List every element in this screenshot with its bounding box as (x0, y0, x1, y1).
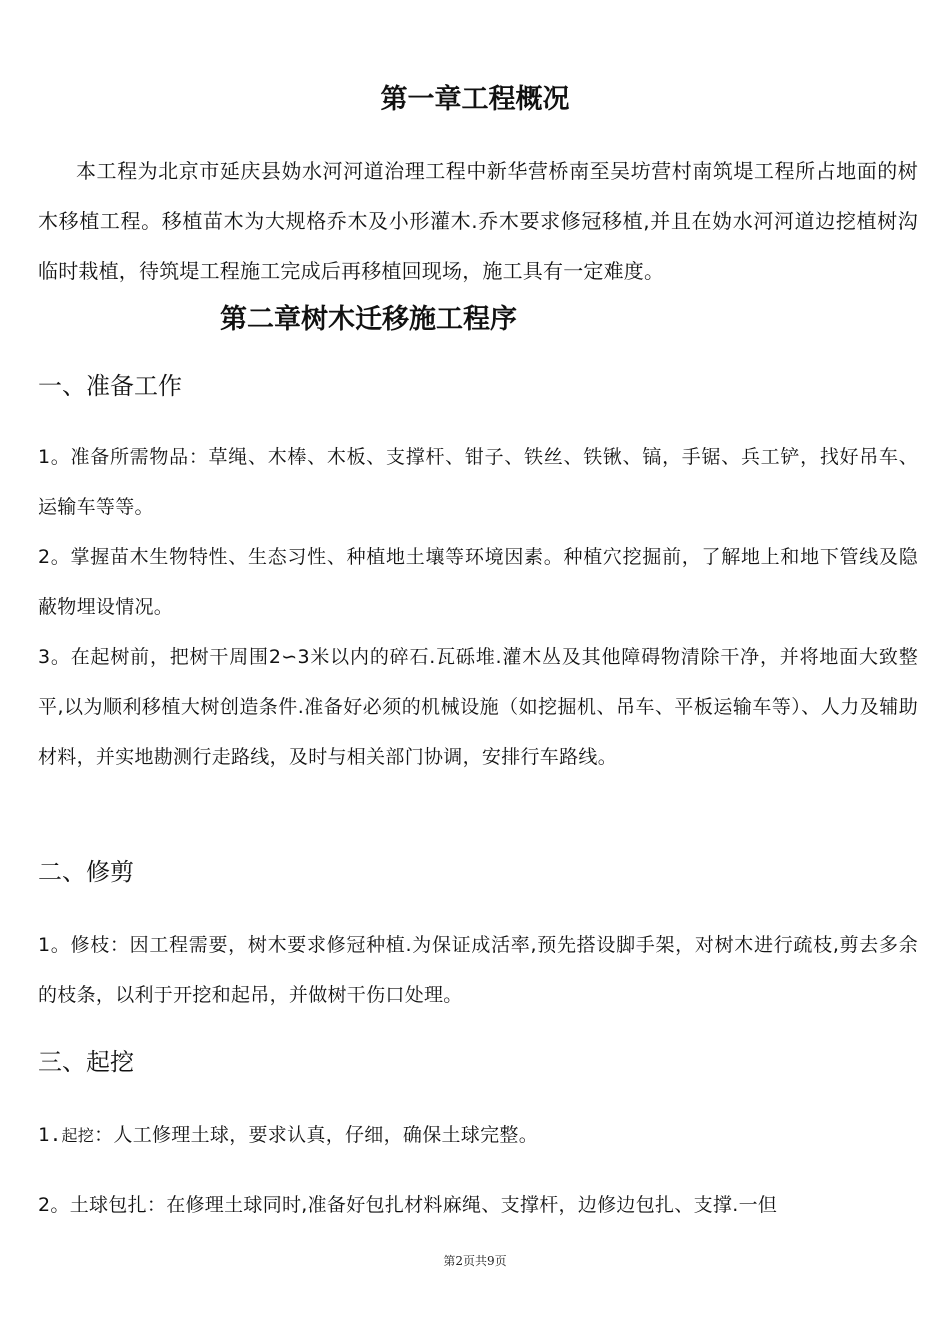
prep-item-2: 2。掌握苗木生物特性、生态习性、种植地土壤等环境因素。种植穴挖掘前，了解地上和地下管线及隐蔽物埋设情况。 (38, 546, 918, 618)
section-heading-prune: 二、修剪 (38, 858, 134, 886)
chapter1-title: 第一章工程概况 (380, 84, 570, 115)
section-heading-prep: 一、准备工作 (38, 372, 182, 400)
prune-item-1: 1。修枝：因工程需要，树木要求修冠种植.为保证成活率,预先搭设脚手架，对树木进行疏枝,剪去多余的枝条，以利于开挖和起吊，并做树干伤口处理。 (38, 934, 918, 1006)
chapter2-title: 第二章树木迁移施工程序 (220, 304, 517, 335)
dig-item-1-text: ：人工修理土球，要求认真，仔细，确保土球完整。 (94, 1124, 538, 1146)
dig-item-2: 2。土球包扎：在修理土球同时,准备好包扎材料麻绳、支撑杆，边修边包扎、支撑.一但 (38, 1194, 778, 1216)
prep-item-3: 3。在起树前，把树干周围2∽3米以内的碎石.瓦砾堆.灌木丛及其他障碍物清除干净，并将地面大致整平,以为顺利移植大树创造条件.准备好必须的机械设施（如挖掘机、吊车、平板运输车等）、人力及辅助材料，并实地勘测行走路线，及时与相关部门协调，安排行车路线。 (38, 646, 918, 768)
dig-item-1-label: 起挖 (61, 1126, 95, 1145)
page-footer: 第2页共9页 (443, 1254, 507, 1268)
dig-item-1 (38, 1110, 918, 1161)
prep-item-1: 1。准备所需物品：草绳、木棒、木板、支撑杆、钳子、铁丝、铁锹、镐，手锯、兵工铲，找好吊车、运输车等等。 (38, 446, 918, 518)
chapter1-intro: 本工程为北京市延庆县妫水河河道治理工程中新华营桥南至吴坊营村南筑堤工程所占地面的树木移植工程。移植苗木为大规格乔木及小形灌木.乔木要求修冠移植,并且在妫水河河道边挖植树沟临时栽植，待筑堤工程施工完成后再移植回现场，施工具有一定难度。 (38, 159, 918, 283)
dig-item-1-number: 1. (38, 1124, 62, 1146)
section-heading-dig: 三、起挖 (38, 1048, 134, 1076)
